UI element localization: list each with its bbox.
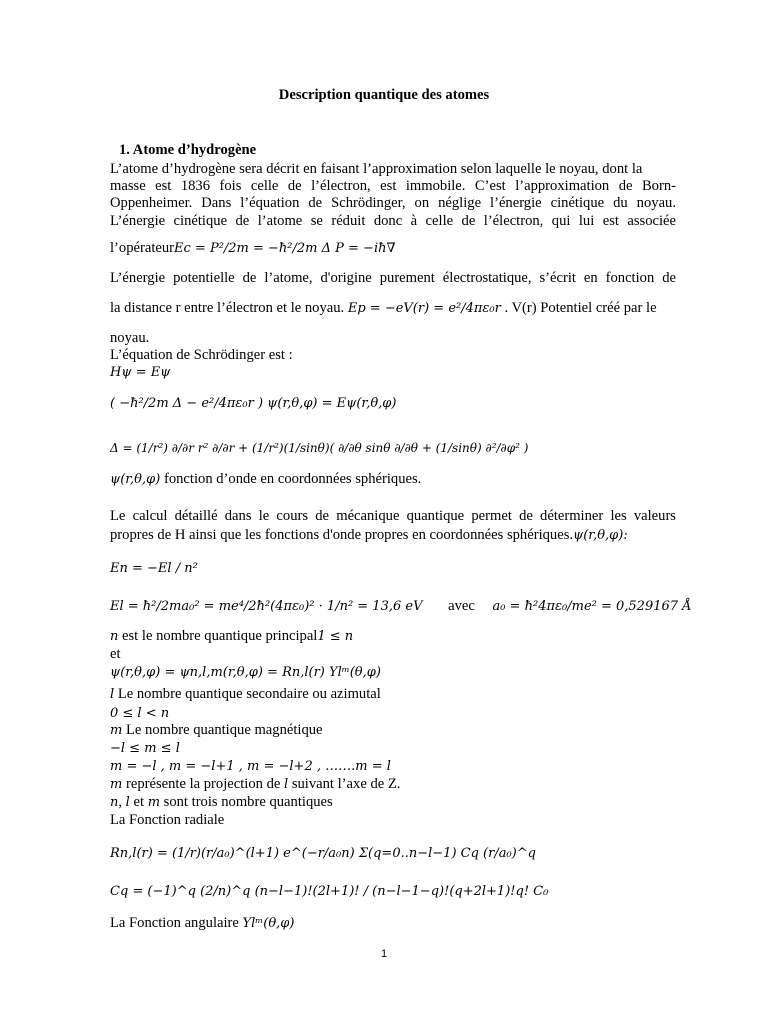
paragraph-line: et	[110, 646, 121, 662]
potential-line	[110, 300, 657, 317]
text-fragment: suivant l’axe de Z.	[288, 776, 401, 792]
equation: −l ≤ m ≤ l	[110, 741, 180, 756]
potential-energy-formula: Ep = −eV(r) = e²/4πε₀r	[347, 301, 501, 316]
operator-line	[110, 240, 396, 257]
energy-equation: El = ħ²/2ma₀² = me⁴/2ħ²(4πε₀)² · 1/n² = 13,6 eV	[110, 599, 423, 614]
wavefunction-symbol: ψ(r,θ,φ):	[573, 528, 628, 543]
text-fragment: Le nombre quantique magnétique	[122, 722, 323, 738]
equation-line	[110, 598, 692, 615]
paragraph-line: L’atome d’hydrogène sera décrit en faisant l’approximation selon laquelle le noyau, dont la	[110, 161, 643, 177]
symbol: m	[147, 795, 161, 810]
spherical-harmonic: Ylᵐ(θ,φ)	[242, 916, 295, 931]
symbol: l	[110, 687, 115, 702]
text-fragment: La Fonction angulaire	[110, 915, 243, 931]
laplacian-equation: Δ = (1/r²) ∂/∂r r² ∂/∂r + (1/r²)(1/sinθ)( ∂/∂θ sinθ ∂/∂θ + (1/sinθ) ∂²/∂φ² )	[110, 441, 529, 455]
text-fragment: est le nombre quantique principal	[118, 628, 318, 644]
inequality: 1 ≤ n	[317, 629, 354, 644]
symbol: m	[110, 723, 123, 738]
paragraph-line: L’équation de Schrödinger est :	[110, 347, 293, 363]
paragraph-line: Oppenheimer. Dans l’équation de Schrödinger, on néglige l’énergie cinétique du noyau.	[110, 195, 676, 211]
paragraph-line: masse est 1836 fois celle de l’électron, est immobile. C’est l’approximation de Born-	[110, 178, 676, 194]
section-heading: 1. Atome d’hydrogène	[119, 142, 257, 158]
paragraph-line	[110, 628, 353, 645]
page-number: 1	[380, 948, 388, 960]
text-fragment: avec	[448, 598, 475, 614]
paragraph-line: L’énergie potentielle de l’atome, d'origine purement électrostatique, s’écrit en fonction de	[110, 270, 676, 286]
equation: En = −El / n²	[110, 561, 198, 576]
wavefunction-symbol: ψ(r,θ,φ)	[110, 472, 161, 487]
text-fragment: . V(r) Potentiel créé par le	[504, 300, 657, 316]
text-fragment: propres de H ainsi que les fonctions d'onde propres en coordonnées sphériques.	[110, 527, 574, 543]
radial-function-equation: Rn,l(r) = (1/r)(r/a₀)^(l+1) e^(−r/a₀n) Σ(q=0..n−l−1) Cq (r/a₀)^q	[110, 846, 536, 861]
paragraph-line: La Fonction radiale	[110, 812, 225, 828]
paragraph-line	[110, 794, 333, 811]
equation: Hψ = Eψ	[110, 365, 171, 380]
text-fragment: fonction d’onde en coordonnées sphériques.	[160, 471, 422, 487]
paragraph-line	[110, 471, 421, 488]
symbol: l	[125, 795, 130, 810]
equation: m = −l , m = −l+1 , m = −l+2 , …….m = l	[110, 759, 391, 774]
equation: 0 ≤ l < n	[110, 706, 170, 721]
paragraph-line	[110, 686, 381, 703]
paragraph-line	[110, 722, 323, 739]
paragraph-line: noyau.	[110, 330, 150, 346]
document-title: Description quantique des atomes	[278, 87, 490, 103]
symbol: n	[110, 795, 119, 810]
paragraph-line	[110, 776, 400, 793]
text-fragment: représente la projection de	[122, 776, 284, 792]
symbol: n	[110, 629, 119, 644]
operator-label: l’opérateur	[110, 240, 175, 256]
bohr-radius-equation: a₀ = ħ²4πε₀/me² = 0,529167 Å	[492, 599, 692, 614]
paragraph-line	[110, 915, 294, 932]
text-fragment: et	[129, 794, 148, 810]
coefficient-equation: Cq = (−1)^q (2/n)^q (n−l−1)!(2l+1)! / (n−l−1−q)!(q+2l+1)!q! C₀	[110, 884, 549, 899]
paragraph-line	[110, 527, 628, 544]
symbol: l	[284, 777, 289, 792]
kinetic-energy-formula: Ec = P²/2m = −ħ²/2m Δ P = −iħ∇	[174, 241, 396, 256]
text-fragment: sont trois nombre quantiques	[160, 794, 333, 810]
paragraph-line: Le calcul détaillé dans le cours de mécanique quantique permet de déterminer les valeurs	[110, 508, 676, 524]
text-fragment: la distance r entre l’électron et le noyau.	[110, 300, 345, 316]
text-fragment: ,	[118, 794, 126, 810]
symbol: m	[110, 777, 123, 792]
equation: ( −ħ²/2m Δ − e²/4πε₀r ) ψ(r,θ,φ) = Eψ(r,θ,φ)	[110, 396, 397, 411]
equation: ψ(r,θ,φ) = ψn,l,m(r,θ,φ) = Rn,l(r) Ylᵐ(θ,φ)	[110, 665, 381, 680]
paragraph-line: L’énergie cinétique de l’atome se réduit donc à celle de l’électron, qui lui est associée	[110, 213, 676, 229]
text-fragment: Le nombre quantique secondaire ou azimutal	[114, 686, 381, 702]
